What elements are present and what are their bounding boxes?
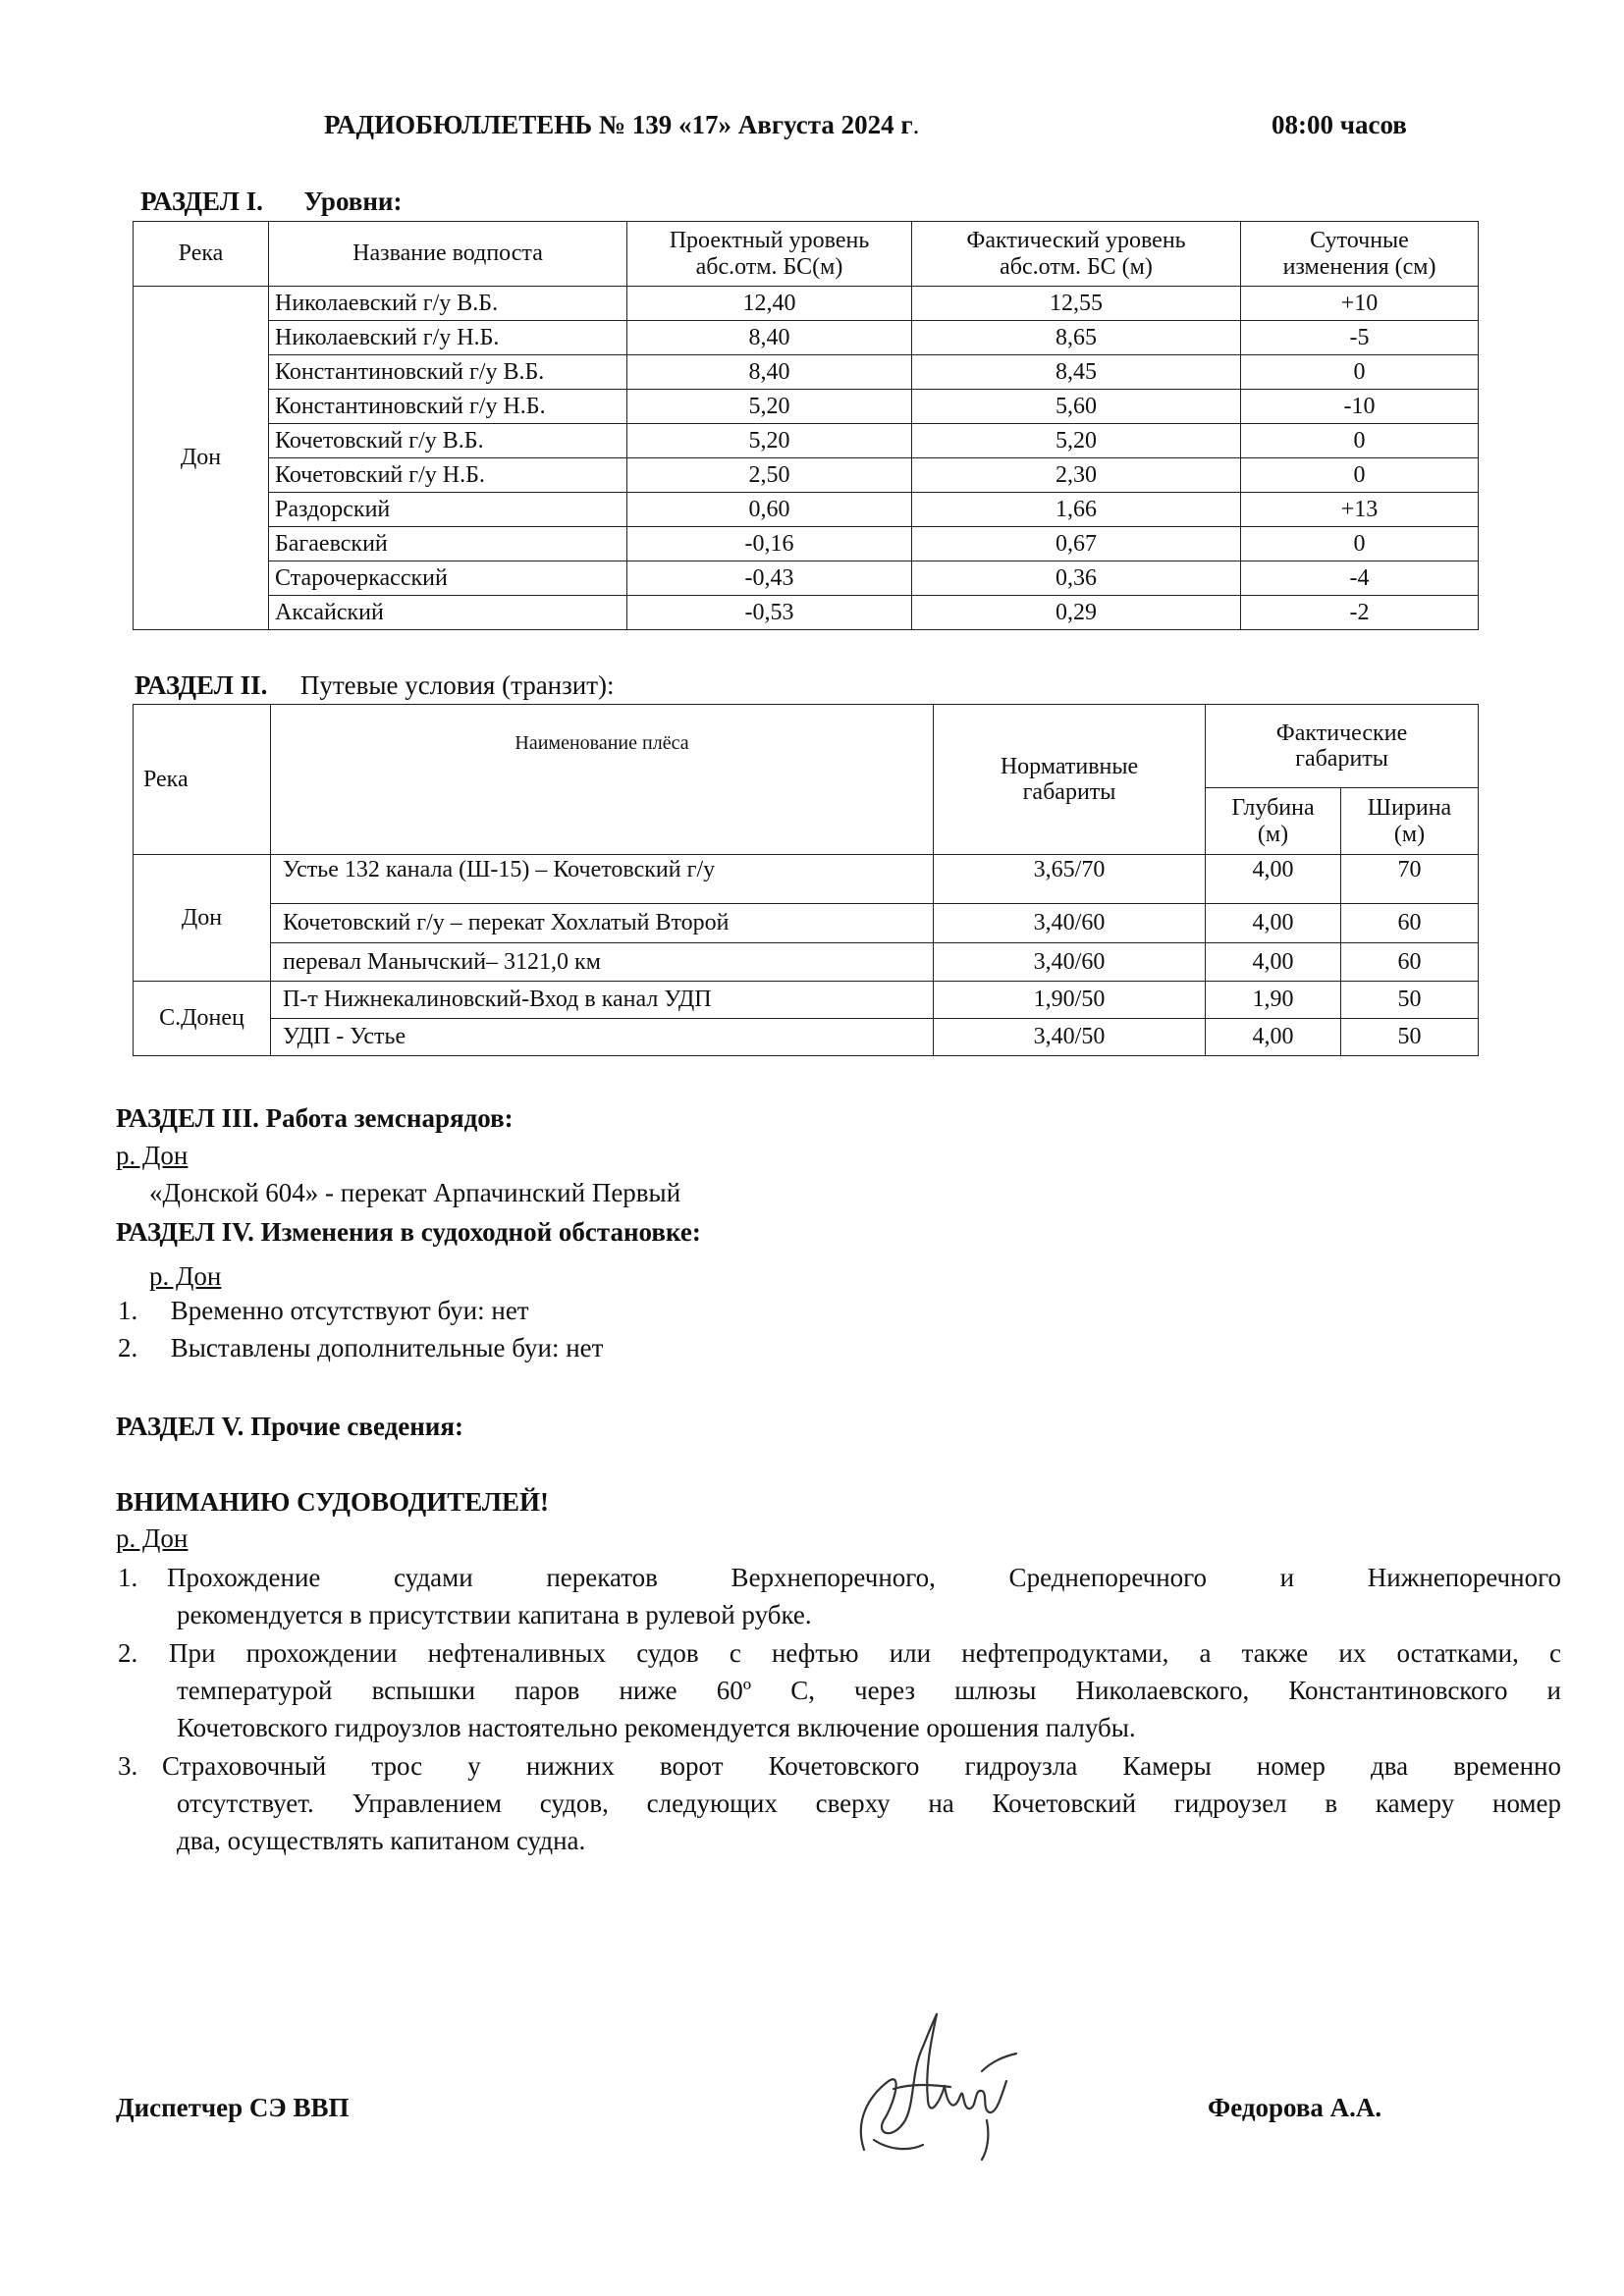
item-number: 2. (118, 1638, 138, 1668)
route-header-depth: Глубина (м) (1206, 788, 1341, 855)
actual-depth: 1,90 (1206, 982, 1341, 1019)
post-name: Константиновский г/у В.Б. (269, 355, 627, 390)
item-line: При прохождении нефтеналивных судов с нефтью или нефтепродуктами, а также их остатками, с (169, 1638, 1561, 1668)
list-item (118, 1559, 1561, 1633)
table-row (134, 458, 1479, 493)
section1-heading (140, 187, 402, 217)
item-line: температурой вспышки паров ниже 60º С, через шлюзы Николаевского, Константиновского и (177, 1676, 1561, 1705)
reach-name: перевал Манычский– 3121,0 км (271, 943, 934, 982)
route-header-width: Ширина (м) (1341, 788, 1479, 855)
section5-heading: РАЗДЕЛ V. Прочие сведения: (116, 1412, 463, 1441)
item-text: Выставлены дополнительные буи: нет (170, 1333, 604, 1362)
actual-width: 60 (1341, 904, 1479, 943)
table-row (134, 287, 1479, 321)
post-name: Багаевский (269, 527, 627, 561)
bulletin-time: 08:00 часов (1272, 110, 1407, 139)
route-conditions-table (133, 704, 1479, 1056)
table-row (134, 561, 1479, 596)
item-line: отсутствует. Управлением судов, следующих сверху на Кочетовский гидроузел в камеру номер (177, 1789, 1561, 1818)
reach-name: П-т Нижнекалиновский-Вход в канал УДП (271, 982, 934, 1019)
table-row (134, 596, 1479, 630)
table-row (134, 355, 1479, 390)
list-item (118, 1634, 1561, 1746)
design-level: 5,20 (627, 424, 912, 458)
item-line: Прохождение судами перекатов Верхнепоречного, Среднепоречного и Нижнепоречного (167, 1563, 1561, 1592)
actual-depth: 4,00 (1206, 904, 1341, 943)
daily-change: -2 (1241, 596, 1479, 630)
post-name: Константиновский г/у Н.Б. (269, 390, 627, 424)
item-line: два, осуществлять капитаном судна. (177, 1826, 586, 1855)
section2-title: Путевые условия (транзит): (299, 670, 615, 700)
section1-label: РАЗДЕЛ I. (140, 187, 263, 216)
table-row (134, 982, 1479, 1019)
design-level: -0,53 (627, 596, 912, 630)
design-level: 5,20 (627, 390, 912, 424)
dispatcher-title: Диспетчер СЭ ВВП (116, 2093, 350, 2122)
attention-heading: ВНИМАНИЮ СУДОВОДИТЕЛЕЙ! (116, 1487, 549, 1517)
bulletin-title-text: РАДИОБЮЛЛЕТЕНЬ № 139 «17» Августа 2024 г (324, 110, 913, 139)
dredger-info: «Донской 604» - перекат Арпачинский Первый (149, 1178, 681, 1207)
handwritten-signature (835, 2002, 1031, 2169)
section4-river: р. Дон (149, 1261, 222, 1291)
daily-change: -10 (1241, 390, 1479, 424)
daily-change: 0 (1241, 424, 1479, 458)
section3-river: р. Дон (116, 1141, 189, 1170)
route-river-cell: С.Донец (134, 982, 271, 1056)
actual-width: 50 (1341, 982, 1479, 1019)
daily-change: 0 (1241, 458, 1479, 493)
normative-dims: 3,40/60 (934, 904, 1206, 943)
section2-heading (135, 670, 615, 701)
design-level: 12,40 (627, 287, 912, 321)
post-name: Николаевский г/у Н.Б. (269, 321, 627, 355)
actual-depth: 4,00 (1206, 855, 1341, 904)
actual-level: 0,67 (912, 527, 1241, 561)
table-row (134, 904, 1479, 943)
actual-width: 60 (1341, 943, 1479, 982)
design-level: -0,43 (627, 561, 912, 596)
item-line: Страховочный трос у нижних ворот Кочетовского гидроузла Камеры номер два временно (162, 1751, 1561, 1781)
normative-dims: 3,40/50 (934, 1019, 1206, 1056)
actual-level: 8,65 (912, 321, 1241, 355)
design-level: 0,60 (627, 493, 912, 527)
post-name: Кочетовский г/у В.Б. (269, 424, 627, 458)
bulletin-title (324, 110, 919, 140)
post-name: Кочетовский г/у Н.Б. (269, 458, 627, 493)
normative-dims: 3,65/70 (934, 855, 1206, 904)
table-row (134, 855, 1479, 904)
actual-level: 5,20 (912, 424, 1241, 458)
table-row (134, 493, 1479, 527)
list-item (118, 1333, 603, 1363)
levels-header-row (134, 222, 1479, 287)
reach-name: Кочетовский г/у – перекат Хохлатый Второй (271, 904, 934, 943)
table-row (134, 1019, 1479, 1056)
daily-change: +10 (1241, 287, 1479, 321)
table-row (134, 424, 1479, 458)
actual-level: 0,29 (912, 596, 1241, 630)
item-number: 2. (118, 1333, 138, 1362)
item-number: 3. (118, 1751, 138, 1781)
route-header-norm: Нормативные габариты (934, 705, 1206, 855)
daily-change: -5 (1241, 321, 1479, 355)
post-name: Аксайский (269, 596, 627, 630)
design-level: -0,16 (627, 527, 912, 561)
section2-label: РАЗДЕЛ II. (135, 670, 268, 700)
section3-heading: РАЗДЕЛ III. Работа земснарядов: (116, 1103, 514, 1133)
item-line: Кочетовского гидроузлов настоятельно рекомендуется включение орошения палубы. (177, 1713, 1136, 1742)
route-header-river: Река (134, 705, 271, 855)
design-level: 8,40 (627, 355, 912, 390)
attention-river: р. Дон (116, 1523, 189, 1553)
section1-title: Уровни: (303, 187, 403, 216)
post-name: Раздорский (269, 493, 627, 527)
levels-header-river: Река (134, 222, 269, 287)
levels-river-cell: Дон (134, 287, 269, 630)
dispatcher-name: Федорова А.А. (1208, 2093, 1382, 2122)
route-header-reach: Наименование плёса (271, 705, 934, 855)
normative-dims: 1,90/50 (934, 982, 1206, 1019)
design-level: 2,50 (627, 458, 912, 493)
levels-table (133, 221, 1479, 630)
reach-name: УДП - Устье (271, 1019, 934, 1056)
design-level: 8,40 (627, 321, 912, 355)
levels-header-change: Суточные изменения (см) (1241, 222, 1479, 287)
item-line: рекомендуется в присутствии капитана в рулевой рубке. (177, 1600, 812, 1629)
item-number: 1. (118, 1296, 138, 1325)
actual-level: 5,60 (912, 390, 1241, 424)
actual-level: 8,45 (912, 355, 1241, 390)
actual-width: 70 (1341, 855, 1479, 904)
normative-dims: 3,40/60 (934, 943, 1206, 982)
route-header-fact: Фактические габариты (1206, 705, 1479, 788)
list-item (118, 1747, 1561, 1859)
route-header-row (134, 705, 1479, 788)
table-row (134, 321, 1479, 355)
table-row (134, 527, 1479, 561)
item-number: 1. (118, 1563, 138, 1592)
list-item (118, 1296, 529, 1326)
post-name: Николаевский г/у В.Б. (269, 287, 627, 321)
item-text: Временно отсутствуют буи: нет (170, 1296, 529, 1325)
actual-width: 50 (1341, 1019, 1479, 1056)
bulletin-title-dot: . (912, 110, 920, 139)
daily-change: 0 (1241, 355, 1479, 390)
actual-depth: 4,00 (1206, 943, 1341, 982)
levels-header-post: Название водпоста (269, 222, 627, 287)
reach-name: Устье 132 канала (Ш-15) – Кочетовский г/у (271, 855, 934, 904)
daily-change: -4 (1241, 561, 1479, 596)
levels-header-design: Проектный уровень абс.отм. БС(м) (627, 222, 912, 287)
table-row (134, 943, 1479, 982)
route-river-cell: Дон (134, 855, 271, 982)
actual-level: 12,55 (912, 287, 1241, 321)
levels-header-actual: Фактический уровень абс.отм. БС (м) (912, 222, 1241, 287)
daily-change: +13 (1241, 493, 1479, 527)
table-row (134, 390, 1479, 424)
actual-level: 2,30 (912, 458, 1241, 493)
actual-level: 1,66 (912, 493, 1241, 527)
actual-level: 0,36 (912, 561, 1241, 596)
actual-depth: 4,00 (1206, 1019, 1341, 1056)
daily-change: 0 (1241, 527, 1479, 561)
post-name: Старочеркасский (269, 561, 627, 596)
section4-heading: РАЗДЕЛ IV. Изменения в судоходной обстановке: (116, 1217, 701, 1247)
